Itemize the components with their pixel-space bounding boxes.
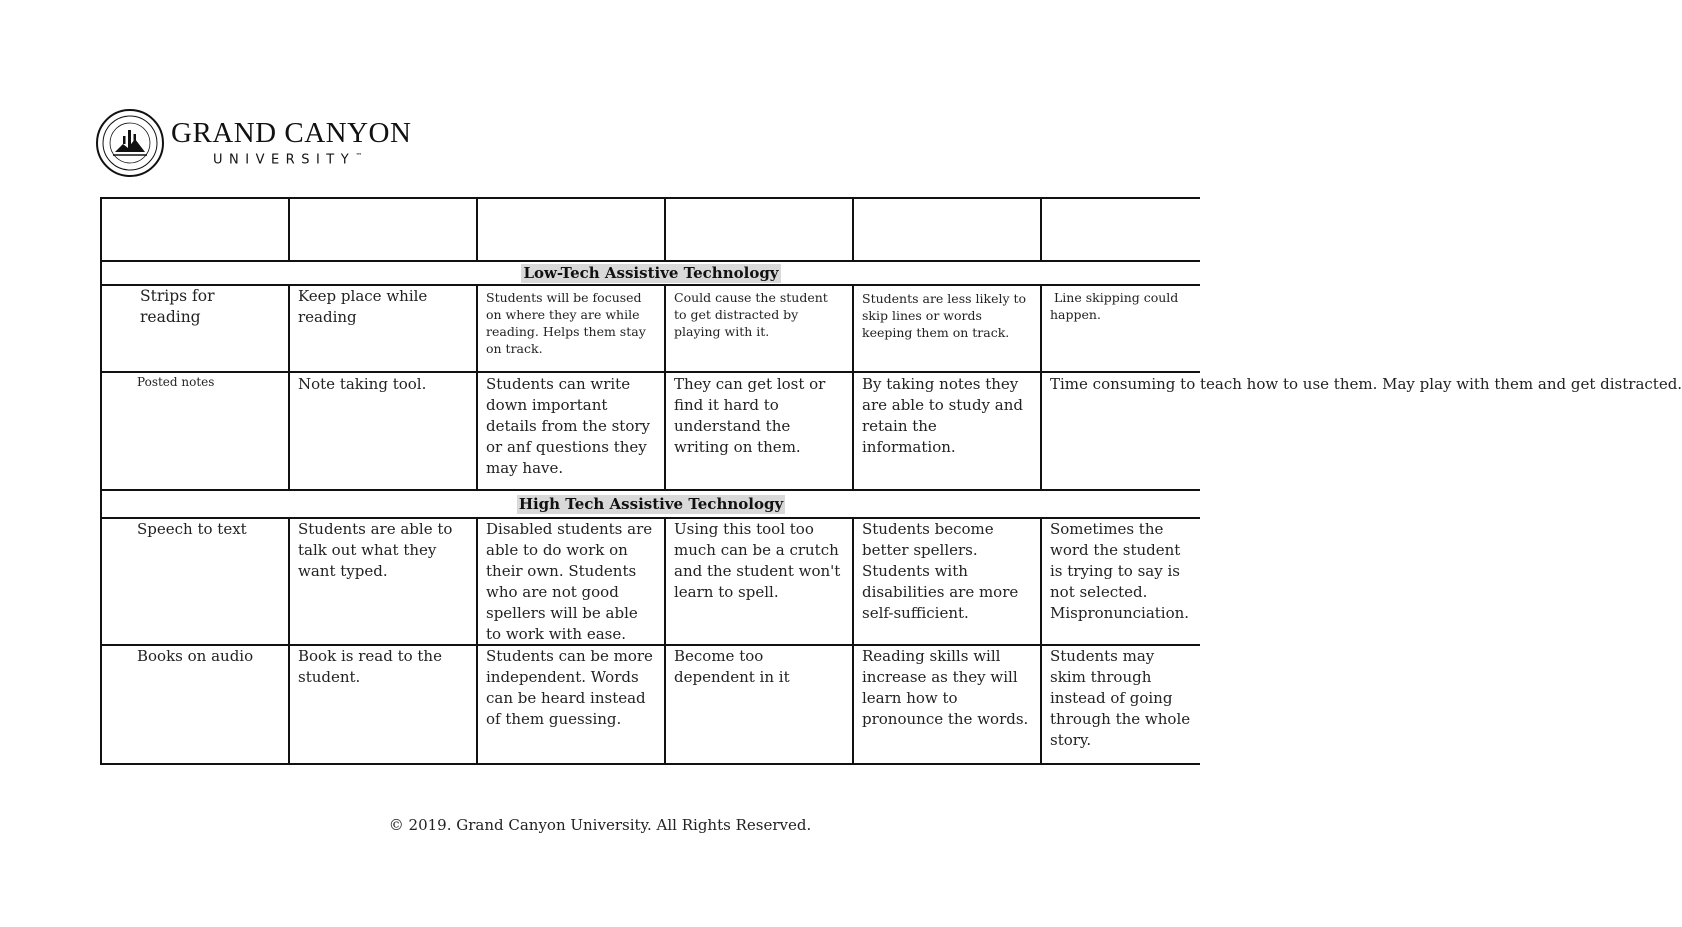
drawback-cell: Sometimes the word the student is trying to say is not selected. Mispronunciation. [1040,518,1200,645]
benefit-cell: Students are less likely to skip lines or words keeping them on track. [852,285,1040,372]
header-cell [100,197,288,261]
tool-cell: Speech to text [100,518,288,645]
section-title: Low-Tech Assistive Technology [523,263,779,282]
purpose-cell: Book is read to the student. [288,645,476,764]
logo-wordmark [171,118,411,168]
section-banner-low-tech [100,261,1200,285]
benefit-cell: Students become better spellers. Students with disabilities are more self-sufficient. [852,518,1040,645]
pros-cell: Disabled students are able to do work on their own. Students who are not good spellers will be able to work with ease. [476,518,664,645]
copyright-footer: © 2019. Grand Canyon University. All Rights Reserved. [388,816,812,834]
pros-cell: Students can write down important details from the story or anf questions they may have. [476,372,664,490]
pros-cell: Students will be focused on where they are while reading. Helps them stay on track. [476,285,664,372]
cons-cell: Using this tool too much can be a crutch and the student won't learn to spell. [664,518,852,645]
tool-cell: Strips for reading [100,285,288,372]
header-cell [288,197,476,261]
logo-name-line2: UNIVERSITY™ [213,151,363,168]
drawback-cell: Time consuming to teach how to use them. May play with them and get distracted. [1040,372,1200,490]
cons-cell: They can get lost or find it hard to understand the writing on them. [664,372,852,490]
header-cell [476,197,664,261]
purpose-cell: Keep place while reading [288,285,476,372]
purpose-cell: Note taking tool. [288,372,476,490]
gcu-logo [95,108,411,178]
cons-cell: Could cause the student to get distracted by playing with it. [664,285,852,372]
cons-cell: Become too dependent in it [664,645,852,764]
drawback-cell: Students may skim through instead of going through the whole story. [1040,645,1200,764]
pros-cell: Students can be more independent. Words can be heard instead of them guessing. [476,645,664,764]
university-seal-icon [95,108,165,178]
header-cell [852,197,1040,261]
drawback-cell: Line skipping could happen. [1040,285,1200,372]
logo-name-line1: GRAND CANYON [171,116,412,149]
purpose-cell: Students are able to talk out what they want typed. [288,518,476,645]
benefit-cell: Reading skills will increase as they will learn how to pronounce the words. [852,645,1040,764]
section-title: High Tech Assistive Technology [518,494,784,513]
tool-cell: Posted notes [100,372,288,490]
tool-cell: Books on audio [100,645,288,764]
header-cell [1040,197,1200,261]
header-cell [664,197,852,261]
section-banner-high-tech [100,490,1200,518]
benefit-cell: By taking notes they are able to study and retain the information. [852,372,1040,490]
